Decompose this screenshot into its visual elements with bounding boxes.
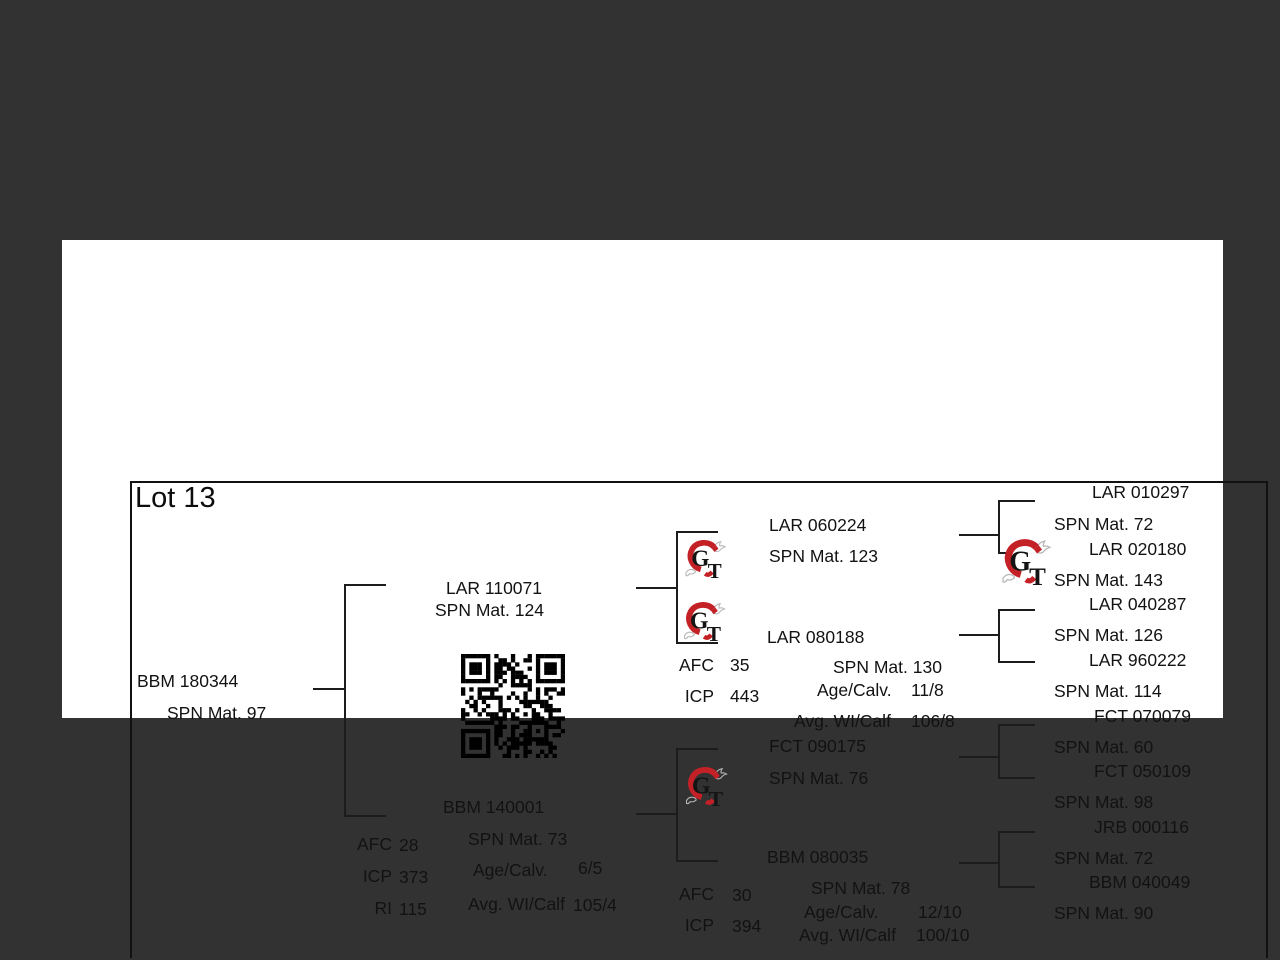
dam-sire-id: FCT 090175 [769,736,866,756]
pedigree-connector-line [676,748,678,862]
pedigree-connector-line [676,531,718,533]
pedigree-connector-line [676,642,718,644]
page-frame-right-line [1266,481,1268,958]
gg-id: BBM 040049 [1089,872,1191,892]
dam-sire-spn: SPN Mat. 76 [769,768,869,788]
dam-agecalv-label: Age/Calv. [473,860,548,880]
gg-id: LAR 960222 [1089,650,1187,670]
gg-spn: SPN Mat. 143 [1054,570,1163,590]
pedigree-connector-line [998,725,1000,779]
gt-logo-icon [1001,538,1053,586]
sire-icp-label: ICP [684,686,714,706]
sire-dam-avgwicalf-label: Avg. WI/Calf [794,711,891,731]
pedigree-connector-line [998,724,1035,726]
svg-text:T: T [706,622,722,642]
subject-icp-label: ICP [362,866,392,886]
pedigree-connector-line [998,610,1000,663]
dam-dam-id: BBM 080035 [767,847,869,867]
gg-id: LAR 040287 [1089,594,1187,614]
pedigree-connector-line [344,815,386,817]
sire-sire-spn: SPN Mat. 123 [769,546,878,566]
pedigree-connector-line [676,860,718,862]
dam-avgwicalf-value: 105/4 [573,895,617,915]
dam-dam-avgwicalf-value: 100/10 [916,925,970,945]
sire-dam-agecalv-label: Age/Calv. [817,680,892,700]
gt-logo-icon [684,539,728,579]
svg-text:T: T [708,787,724,807]
dam-afc-value: 30 [732,885,752,905]
gg-spn: SPN Mat. 114 [1054,681,1162,701]
gg-id: LAR 010297 [1092,482,1190,502]
sire-id: LAR 110071 [446,578,543,598]
pedigree-connector-line [998,609,1035,611]
dam-dam-agecalv-label: Age/Calv. [804,902,879,922]
dam-agecalv-value: 6/5 [578,858,603,878]
pedigree-connector-line [959,634,999,636]
gg-spn: SPN Mat. 90 [1054,903,1154,923]
dam-dam-avgwicalf-label: Avg. WI/Calf [799,925,896,945]
dam-icp-value: 394 [732,916,762,936]
gg-spn: SPN Mat. 72 [1054,514,1154,534]
pedigree-connector-line [959,756,999,758]
dam-icp-label: ICP [684,915,714,935]
sire-spn: SPN Mat. 124 [435,600,544,620]
qr-code [461,654,565,760]
subject-id: BBM 180344 [137,671,239,691]
dam-spn: SPN Mat. 73 [468,829,568,849]
sire-dam-spn: SPN Mat. 130 [833,657,942,677]
gg-spn: SPN Mat. 72 [1054,848,1154,868]
sire-sire-id: LAR 060224 [769,515,867,535]
dam-avgwicalf-label: Avg. WI/Calf [468,894,565,914]
subject-ri-value: 115 [399,899,427,919]
svg-text:G: G [689,608,709,635]
sire-afc-value: 35 [730,655,750,675]
subject-afc-value: 28 [399,835,419,855]
sire-dam-id: LAR 080188 [767,627,865,647]
catalog-page [62,240,1223,945]
pedigree-connector-line [676,748,718,750]
gg-id: JRB 000116 [1094,817,1190,837]
pedigree-connector-line [998,501,1000,554]
pedigree-connector-line [344,585,346,817]
pedigree-connector-line [998,500,1035,502]
subject-ri-label: RI [374,898,392,918]
pedigree-connector-line [998,777,1035,779]
pedigree-connector-line [998,832,1000,888]
pedigree-connector-line [636,813,677,815]
pedigree-connector-line [676,531,678,644]
gg-spn: SPN Mat. 126 [1054,625,1163,645]
sire-dam-avgwicalf-value: 106/8 [911,711,955,731]
pedigree-connector-line [998,886,1035,888]
gg-spn: SPN Mat. 98 [1054,792,1154,812]
svg-text:G: G [1009,546,1032,578]
svg-text:G: G [691,773,711,800]
subject-afc-label: AFC [357,834,392,854]
pedigree-connector-line [313,688,345,690]
page-frame-left-line [130,481,132,958]
dam-dam-agecalv-value: 12/10 [918,902,962,922]
pedigree-connector-line [998,831,1035,833]
pedigree-connector-line [344,584,386,586]
pedigree-connector-line [636,587,677,589]
sire-icp-value: 443 [730,686,760,706]
lot-title: Lot 13 [135,482,216,514]
pedigree-connector-line [959,862,999,864]
sire-dam-agecalv-value: 11/8 [911,680,944,700]
gg-spn: SPN Mat. 60 [1054,737,1154,757]
dam-id: BBM 140001 [443,797,545,817]
dam-dam-spn: SPN Mat. 78 [811,878,911,898]
gg-id: LAR 020180 [1089,539,1187,559]
pedigree-connector-line [998,661,1035,663]
gt-logo-icon [684,766,730,807]
svg-text:G: G [691,545,710,572]
sire-afc-label: AFC [679,655,714,675]
gg-id: FCT 050109 [1094,761,1191,781]
svg-text:T: T [1029,563,1046,586]
gg-id: FCT 070079 [1094,706,1191,726]
dam-afc-label: AFC [679,884,714,904]
subject-spn: SPN Mat. 97 [167,703,267,723]
pedigree-connector-line [959,534,999,536]
gt-logo-icon [682,601,728,642]
subject-icp-value: 373 [399,867,429,887]
svg-text:T: T [707,559,722,579]
